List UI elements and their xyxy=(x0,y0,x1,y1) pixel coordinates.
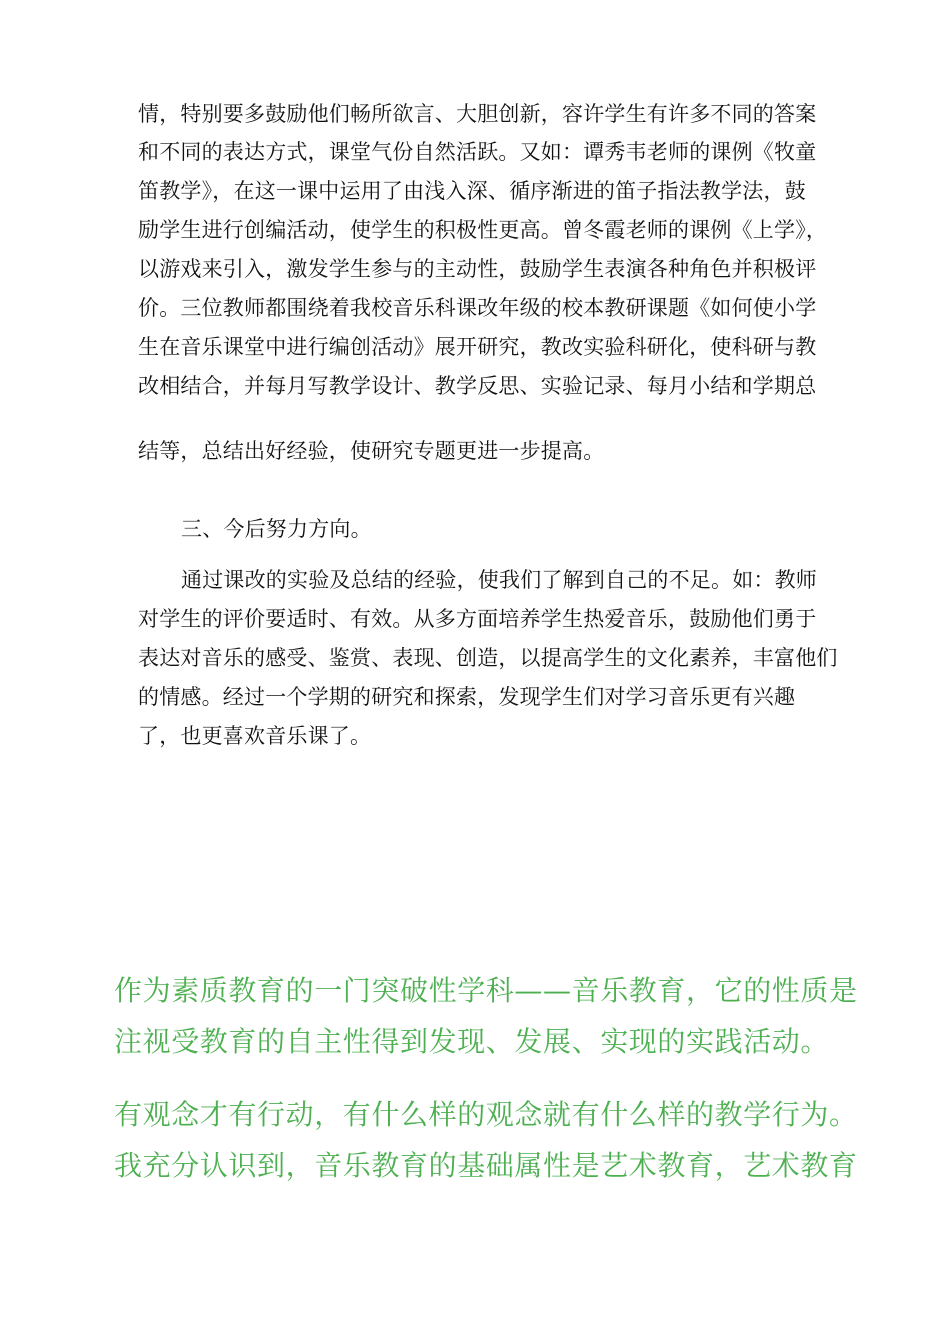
section-heading: 三、今后努力方向。 xyxy=(181,517,372,541)
paragraph-2-line-2: 对学生的评价要适时、有效。从多方面培养学生热爱音乐，鼓励他们勇于 xyxy=(138,607,817,631)
green-paragraph-1-line-2: 注视受教育的自主性得到发现、发展、实现的实践活动。 xyxy=(114,1025,830,1058)
paragraph-2-line-1: 通过课改的实验及总结的经验，使我们了解到自己的不足。如：教师 xyxy=(181,568,817,592)
paragraph-1-line-3: 笛教学》，在这一课中运用了由浅入深、循序渐进的笛子指法教学法，鼓 xyxy=(138,179,806,203)
paragraph-1-line-1: 情，特别要多鼓励他们畅所欲言、大胆创新，容许学生有许多不同的答案 xyxy=(138,102,817,126)
paragraph-1-line-5: 以游戏来引入，激发学生参与的主动性，鼓励学生表演各种角色并积极评 xyxy=(138,257,817,281)
green-paragraph-2-line-2: 我充分认识到，音乐教育的基础属性是艺术教育，艺术教育 xyxy=(114,1149,858,1182)
paragraph-2-line-5: 了，也更喜欢音乐课了。 xyxy=(138,724,372,748)
green-paragraph-2-line-1: 有观念才有行动，有什么样的观念就有什么样的教学行为。 xyxy=(114,1098,858,1131)
paragraph-2-line-4: 的情感。经过一个学期的研究和探索，发现学生们对学习音乐更有兴趣 xyxy=(138,685,796,709)
paragraph-1-line-7: 生在音乐课堂中进行编创活动》展开研究，教改实验科研化，使科研与教 xyxy=(138,335,817,359)
paragraph-1-line-9: 结等，总结出好经验，使研究专题更进一步提高。 xyxy=(138,439,605,463)
paragraph-1-line-8: 改相结合，并每月写教学设计、教学反思、实验记录、每月小结和学期总 xyxy=(138,374,817,398)
paragraph-1-line-4: 励学生进行创编活动，使学生的积极性更高。曾冬霞老师的课例《上学》， xyxy=(138,218,828,242)
green-paragraph-1-line-1: 作为素质教育的一门突破性学科——音乐教育，它的性质是 xyxy=(114,974,858,1007)
paragraph-2-line-3: 表达对音乐的感受、鉴赏、表现、创造，以提高学生的文化素养，丰富他们 xyxy=(138,646,838,670)
paragraph-1-line-2: 和不同的表达方式，课堂气份自然活跃。又如：谭秀韦老师的课例《牧童 xyxy=(138,140,817,164)
paragraph-1-line-6: 价。三位教师都围绕着我校音乐科课改年级的校本教研课题《如何使小学 xyxy=(138,296,817,320)
